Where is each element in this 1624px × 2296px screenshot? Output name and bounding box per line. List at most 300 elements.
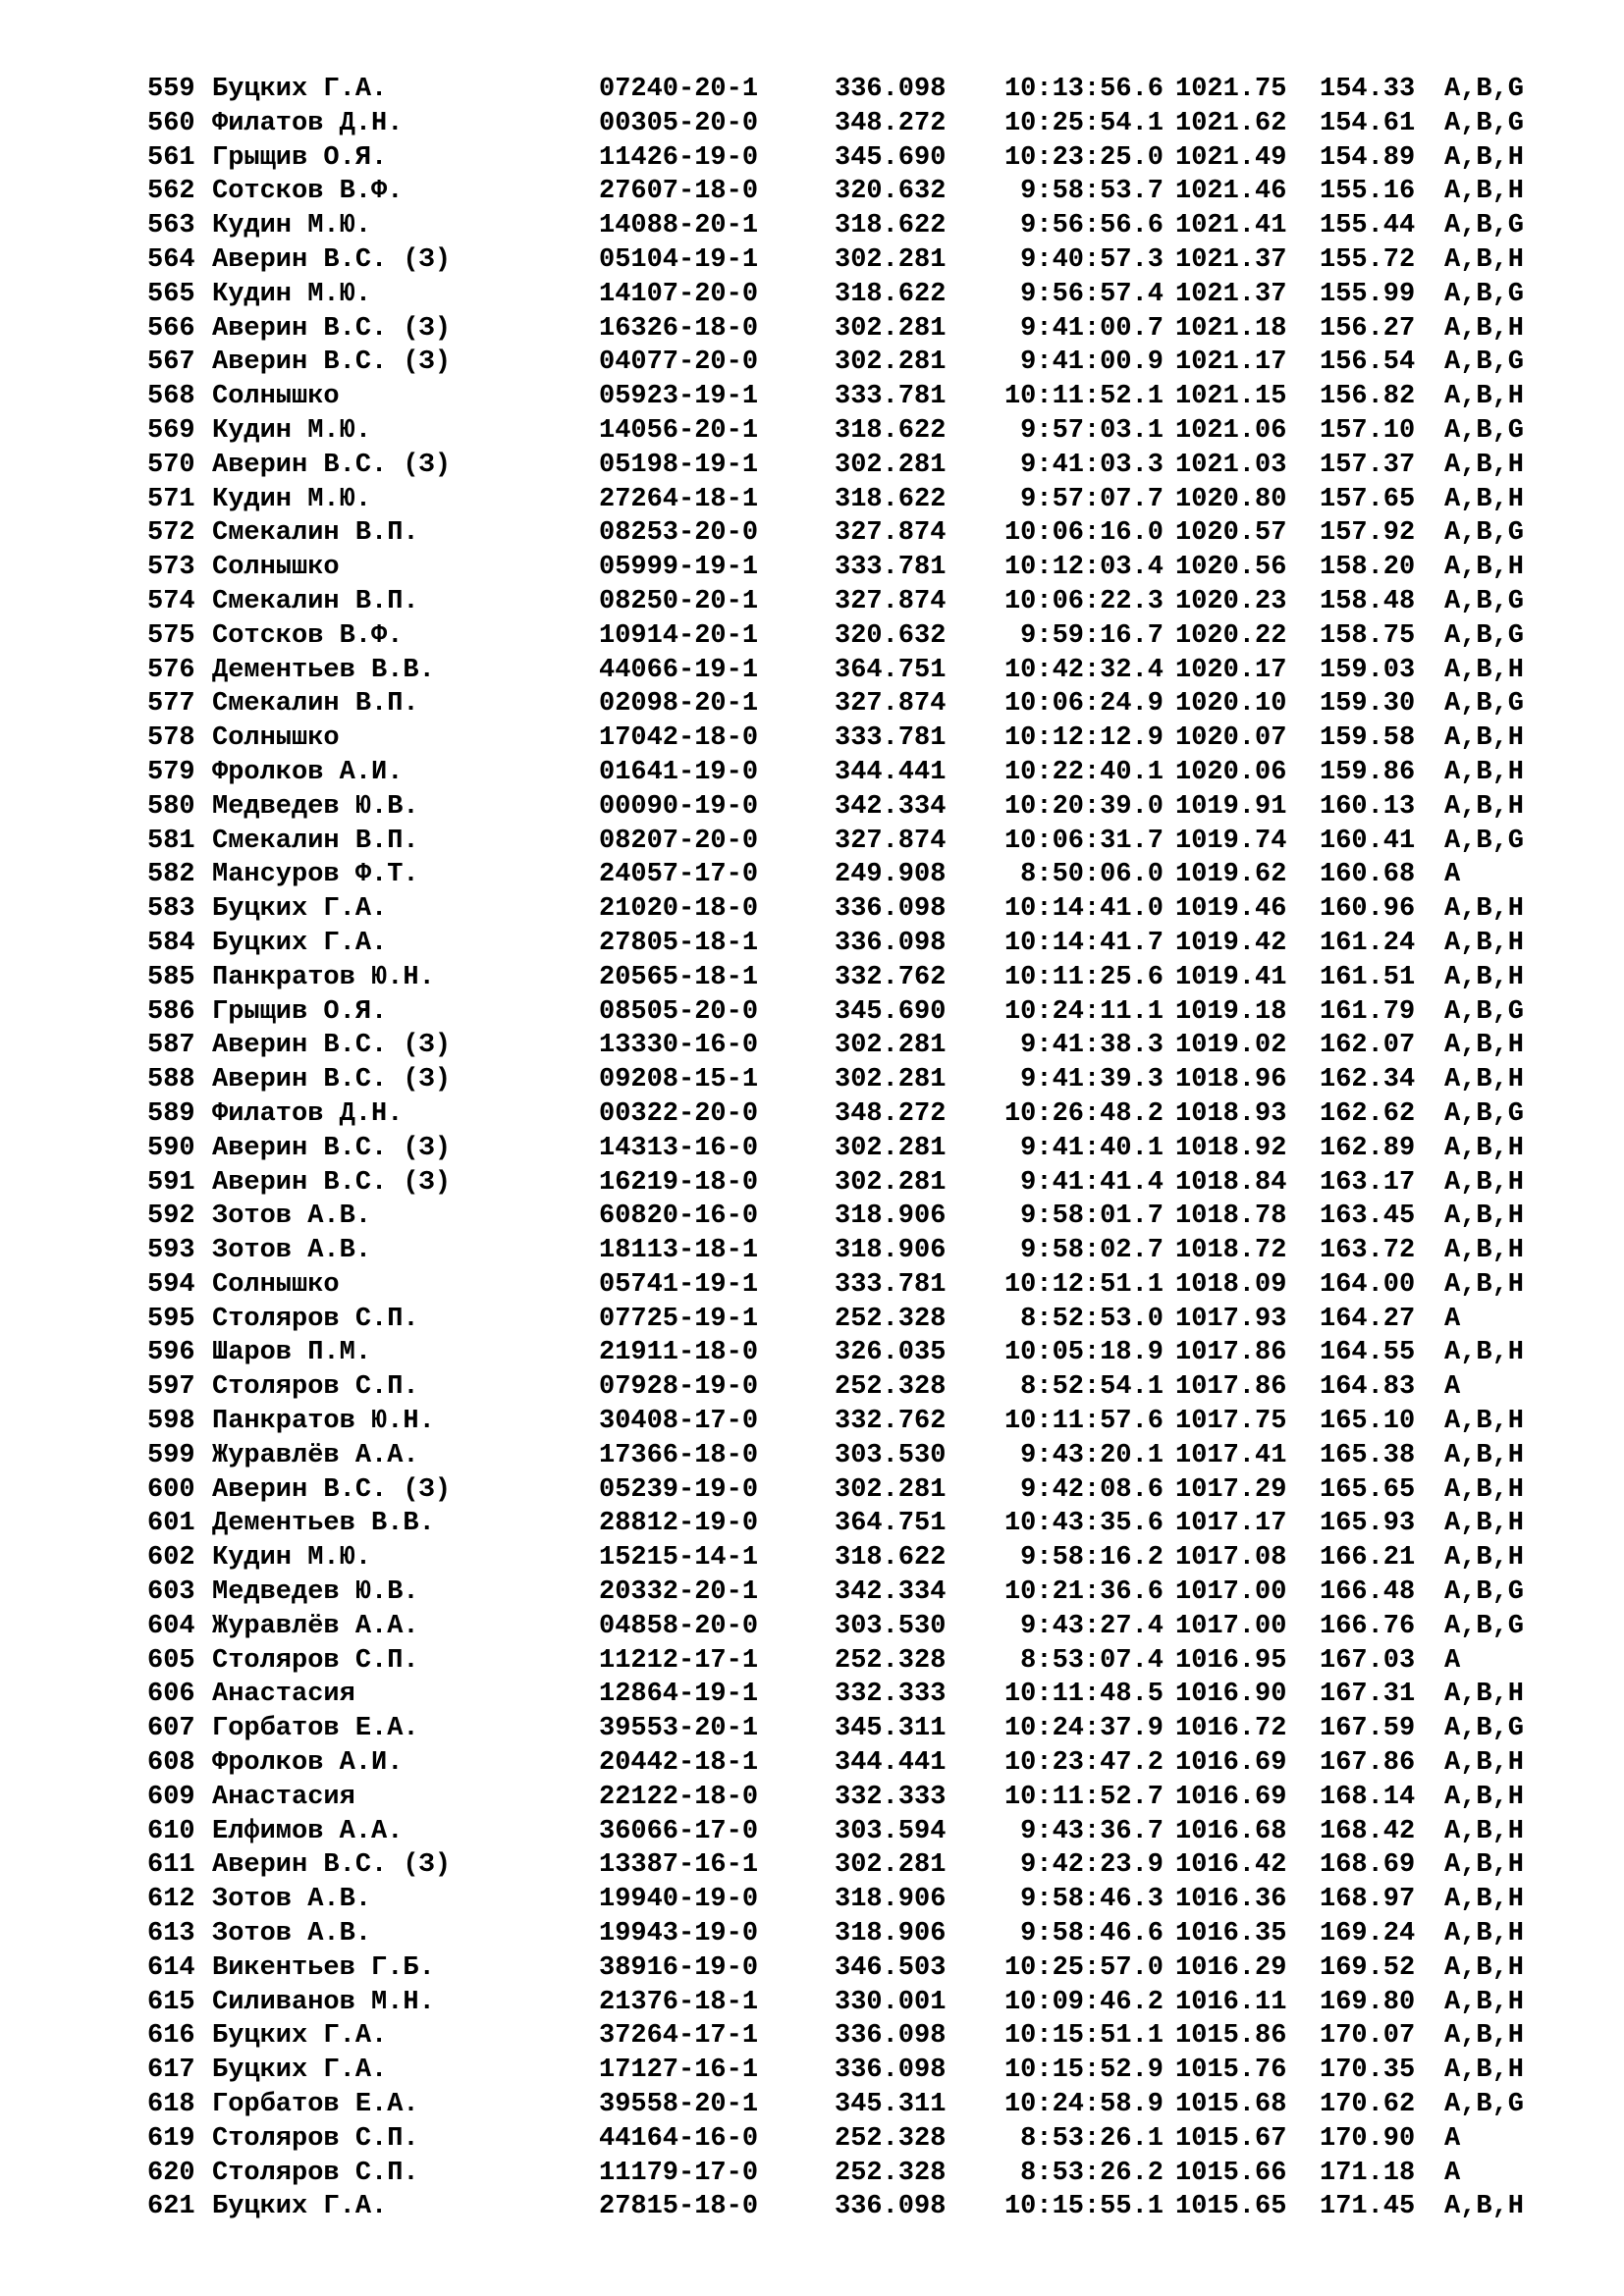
row-b: 170.62 (1320, 2090, 1416, 2120)
row-code: 30408-17-0 (599, 1407, 759, 1437)
row-time: 8:50:06.0 (1020, 860, 1164, 890)
row-b: 168.14 (1320, 1782, 1416, 1812)
row-flags: A,B,G (1444, 996, 1525, 1027)
row-flags: A,B,H (1444, 1509, 1525, 1539)
row-time: 9:43:27.4 (1020, 1611, 1164, 1641)
row-value: 327.874 (835, 518, 947, 549)
row-value: 346.503 (835, 1952, 947, 1983)
row-a: 1021.75 (1175, 75, 1287, 104)
row-b: 157.65 (1320, 484, 1416, 514)
row-b: 171.18 (1320, 2158, 1416, 2188)
row-a: 1016.69 (1175, 1782, 1287, 1812)
row-a: 1016.90 (1175, 1680, 1287, 1710)
row-code: 20332-20-1 (599, 1577, 759, 1608)
row-code: 07725-19-1 (599, 1304, 759, 1334)
row-b: 155.44 (1320, 211, 1416, 241)
row-time: 10:06:31.7 (1003, 826, 1164, 856)
row-time: 8:52:53.0 (1020, 1304, 1164, 1334)
row-flags: A,B,G (1444, 1098, 1525, 1129)
row-name: Викентьев Г.Б. (212, 1952, 435, 1983)
row-value: 332.333 (835, 1782, 947, 1812)
row-flags: A,B,H (1444, 1201, 1525, 1232)
row-value: 252.328 (835, 1304, 947, 1334)
row-value: 364.751 (835, 1509, 947, 1539)
row-code: 11212-17-1 (599, 1645, 759, 1676)
row-number: 607 (147, 1714, 195, 1744)
row-b: 162.62 (1320, 1098, 1416, 1129)
row-name: Зотов А.В. (212, 1919, 372, 1949)
row-name: Солнышко (212, 553, 340, 583)
row-value: 330.001 (835, 1987, 947, 2017)
row-time: 9:41:39.3 (1020, 1065, 1164, 1095)
row-b: 161.24 (1320, 928, 1416, 958)
row-value: 320.632 (835, 620, 947, 651)
row-b: 169.24 (1320, 1919, 1416, 1949)
row-time: 8:53:26.1 (1020, 2123, 1164, 2154)
row-b: 163.17 (1320, 1167, 1416, 1198)
row-time: 10:42:32.4 (1003, 655, 1164, 685)
row-b: 157.37 (1320, 450, 1416, 480)
row-name: Аверин В.С. (З) (212, 1133, 452, 1163)
row-a: 1019.62 (1175, 860, 1287, 890)
row-number: 585 (147, 962, 195, 992)
row-value: 302.281 (835, 1474, 947, 1505)
row-time: 9:56:57.4 (1020, 279, 1164, 309)
row-a: 1016.11 (1175, 1987, 1287, 2017)
row-number: 612 (147, 1885, 195, 1915)
row-number: 561 (147, 142, 195, 173)
row-flags: A,B,H (1444, 1338, 1525, 1368)
row-flags: A,B,H (1444, 142, 1525, 173)
row-a: 1016.68 (1175, 1816, 1287, 1846)
row-time: 8:52:54.1 (1020, 1372, 1164, 1403)
row-value: 326.035 (835, 1338, 947, 1368)
row-flags: A,B,H (1444, 1236, 1525, 1266)
row-value: 336.098 (835, 2021, 947, 2052)
row-name: Столяров С.П. (212, 2123, 419, 2154)
row-b: 168.97 (1320, 1885, 1416, 1915)
row-code: 17366-18-0 (599, 1440, 759, 1470)
row-flags: A,B,G (1444, 689, 1525, 720)
row-value: 318.622 (835, 484, 947, 514)
row-time: 9:41:40.1 (1020, 1133, 1164, 1163)
row-b: 165.93 (1320, 1509, 1416, 1539)
row-value: 318.622 (835, 211, 947, 241)
row-number: 611 (147, 1850, 195, 1881)
row-time: 9:56:56.6 (1020, 211, 1164, 241)
row-flags: A,B,H (1444, 1440, 1525, 1470)
row-a: 1016.72 (1175, 1714, 1287, 1744)
row-code: 00305-20-0 (599, 108, 759, 138)
row-time: 10:14:41.7 (1003, 928, 1164, 958)
row-value: 318.906 (835, 1919, 947, 1949)
row-b: 164.55 (1320, 1338, 1416, 1368)
row-value: 320.632 (835, 177, 947, 207)
row-flags: A,B,G (1444, 347, 1525, 378)
row-number: 592 (147, 1201, 195, 1232)
row-b: 168.69 (1320, 1850, 1416, 1881)
row-code: 11426-19-0 (599, 142, 759, 173)
row-flags: A,B,H (1444, 2192, 1525, 2222)
row-time: 9:43:36.7 (1020, 1816, 1164, 1846)
row-b: 161.79 (1320, 996, 1416, 1027)
row-b: 160.96 (1320, 894, 1416, 925)
row-time: 9:41:41.4 (1020, 1167, 1164, 1198)
row-code: 19940-19-0 (599, 1885, 759, 1915)
row-flags: A,B,G (1444, 279, 1525, 309)
row-value: 333.781 (835, 1269, 947, 1300)
row-code: 05741-19-1 (599, 1269, 759, 1300)
row-value: 342.334 (835, 1577, 947, 1608)
row-a: 1020.10 (1175, 689, 1287, 720)
row-code: 28812-19-0 (599, 1509, 759, 1539)
row-number: 614 (147, 1952, 195, 1983)
row-a: 1018.96 (1175, 1065, 1287, 1095)
row-time: 10:23:47.2 (1003, 1748, 1164, 1779)
row-time: 9:40:57.3 (1020, 244, 1164, 275)
row-a: 1016.95 (1175, 1645, 1287, 1676)
row-number: 582 (147, 860, 195, 890)
row-b: 170.35 (1320, 2056, 1416, 2086)
row-code: 13330-16-0 (599, 1031, 759, 1061)
row-name: Кудин М.Ю. (212, 484, 372, 514)
row-number: 616 (147, 2021, 195, 2052)
row-value: 252.328 (835, 1372, 947, 1403)
row-name: Дементьев В.В. (212, 655, 435, 685)
row-name: Аверин В.С. (З) (212, 1850, 452, 1881)
row-value: 302.281 (835, 1031, 947, 1061)
row-flags: A,B,H (1444, 1269, 1525, 1300)
row-a: 1018.92 (1175, 1133, 1287, 1163)
row-number: 567 (147, 347, 195, 378)
row-value: 336.098 (835, 928, 947, 958)
row-time: 10:22:40.1 (1003, 757, 1164, 787)
row-a: 1017.08 (1175, 1543, 1287, 1574)
row-b: 156.27 (1320, 313, 1416, 344)
row-code: 14056-20-1 (599, 415, 759, 446)
row-flags: A,B,G (1444, 2090, 1525, 2120)
row-number: 578 (147, 723, 195, 754)
row-value: 302.281 (835, 244, 947, 275)
row-name: Зотов А.В. (212, 1236, 372, 1266)
row-name: Буцких Г.А. (212, 2056, 388, 2086)
row-code: 11179-17-0 (599, 2158, 759, 2188)
row-code: 08505-20-0 (599, 996, 759, 1027)
row-a: 1018.72 (1175, 1236, 1287, 1266)
row-code: 05999-19-1 (599, 553, 759, 583)
row-value: 332.762 (835, 1407, 947, 1437)
row-b: 164.27 (1320, 1304, 1416, 1334)
row-value: 249.908 (835, 860, 947, 890)
row-time: 9:58:02.7 (1020, 1236, 1164, 1266)
row-number: 620 (147, 2158, 195, 2188)
row-code: 09208-15-1 (599, 1065, 759, 1095)
row-flags: A,B,H (1444, 1543, 1525, 1574)
row-time: 9:41:38.3 (1020, 1031, 1164, 1061)
row-name: Филатов Д.Н. (212, 108, 404, 138)
row-number: 586 (147, 996, 195, 1027)
row-a: 1021.62 (1175, 108, 1287, 138)
row-b: 165.65 (1320, 1474, 1416, 1505)
row-b: 165.38 (1320, 1440, 1416, 1470)
row-number: 565 (147, 279, 195, 309)
row-a: 1020.80 (1175, 484, 1287, 514)
row-name: Кудин М.Ю. (212, 211, 372, 241)
row-name: Филатов Д.Н. (212, 1098, 404, 1129)
row-a: 1021.37 (1175, 279, 1287, 309)
row-a: 1019.74 (1175, 826, 1287, 856)
row-time: 8:53:07.4 (1020, 1645, 1164, 1676)
row-code: 36066-17-0 (599, 1816, 759, 1846)
row-number: 613 (147, 1919, 195, 1949)
row-b: 159.58 (1320, 723, 1416, 754)
row-flags: A,B,H (1444, 928, 1525, 958)
row-a: 1021.17 (1175, 347, 1287, 378)
row-b: 155.16 (1320, 177, 1416, 207)
row-value: 318.906 (835, 1201, 947, 1232)
row-flags: A,B,H (1444, 1167, 1525, 1198)
row-b: 170.90 (1320, 2123, 1416, 2154)
row-flags: A,B,H (1444, 1407, 1525, 1437)
row-time: 10:11:57.6 (1003, 1407, 1164, 1437)
row-value: 344.441 (835, 757, 947, 787)
row-code: 14088-20-1 (599, 211, 759, 241)
row-time: 10:25:57.0 (1003, 1952, 1164, 1983)
row-time: 9:58:46.3 (1020, 1885, 1164, 1915)
row-time: 8:53:26.2 (1020, 2158, 1164, 2188)
row-a: 1015.76 (1175, 2056, 1287, 2086)
row-flags: A,B,H (1444, 177, 1525, 207)
row-time: 9:41:00.7 (1020, 313, 1164, 344)
row-number: 609 (147, 1782, 195, 1812)
row-a: 1020.06 (1175, 757, 1287, 787)
row-b: 167.59 (1320, 1714, 1416, 1744)
row-value: 252.328 (835, 2158, 947, 2188)
row-time: 10:23:25.0 (1003, 142, 1164, 173)
row-value: 332.333 (835, 1680, 947, 1710)
row-number: 590 (147, 1133, 195, 1163)
row-code: 12864-19-1 (599, 1680, 759, 1710)
row-name: Грыщив О.Я. (212, 996, 388, 1027)
row-name: Грыщив О.Я. (212, 142, 388, 173)
row-code: 18113-18-1 (599, 1236, 759, 1266)
row-name: Журавлёв А.А. (212, 1611, 419, 1641)
row-name: Аверин В.С. (З) (212, 313, 452, 344)
row-b: 155.72 (1320, 244, 1416, 275)
row-name: Елфимов А.А. (212, 1816, 404, 1846)
row-code: 05923-19-1 (599, 382, 759, 412)
row-name: Столяров С.П. (212, 1304, 419, 1334)
row-code: 16219-18-0 (599, 1167, 759, 1198)
row-time: 10:15:51.1 (1003, 2021, 1164, 2052)
row-name: Аверин В.С. (З) (212, 347, 452, 378)
row-flags: A,B,H (1444, 1133, 1525, 1163)
row-flags: A,B,H (1444, 382, 1525, 412)
row-a: 1017.75 (1175, 1407, 1287, 1437)
row-code: 17127-16-1 (599, 2056, 759, 2086)
row-name: Зотов А.В. (212, 1885, 372, 1915)
row-a: 1021.15 (1175, 382, 1287, 412)
row-name: Мансуров Ф.Т. (212, 860, 419, 890)
row-number: 562 (147, 177, 195, 207)
row-value: 302.281 (835, 1133, 947, 1163)
row-name: Буцких Г.А. (212, 75, 388, 104)
row-time: 10:13:56.6 (1003, 75, 1164, 104)
row-code: 17042-18-0 (599, 723, 759, 754)
row-b: 170.07 (1320, 2021, 1416, 2052)
row-flags: A,B,H (1444, 484, 1525, 514)
row-code: 14107-20-0 (599, 279, 759, 309)
row-number: 588 (147, 1065, 195, 1095)
row-a: 1017.29 (1175, 1474, 1287, 1505)
row-time: 10:21:36.6 (1003, 1577, 1164, 1608)
row-name: Аверин В.С. (З) (212, 1065, 452, 1095)
row-flags: A,B,H (1444, 1885, 1525, 1915)
row-code: 21020-18-0 (599, 894, 759, 925)
row-code: 10914-20-1 (599, 620, 759, 651)
row-number: 606 (147, 1680, 195, 1710)
row-code: 60820-16-0 (599, 1201, 759, 1232)
row-number: 602 (147, 1543, 195, 1574)
row-a: 1015.67 (1175, 2123, 1287, 2154)
row-value: 342.334 (835, 791, 947, 822)
row-flags: A,B,H (1444, 1782, 1525, 1812)
row-a: 1016.69 (1175, 1748, 1287, 1779)
row-b: 156.82 (1320, 382, 1416, 412)
row-number: 597 (147, 1372, 195, 1403)
row-name: Зотов А.В. (212, 1201, 372, 1232)
row-value: 345.311 (835, 2090, 947, 2120)
row-value: 333.781 (835, 723, 947, 754)
row-flags: A,B,H (1444, 1987, 1525, 2017)
row-a: 1017.93 (1175, 1304, 1287, 1334)
row-time: 10:11:52.1 (1003, 382, 1164, 412)
row-code: 39558-20-1 (599, 2090, 759, 2120)
row-number: 571 (147, 484, 195, 514)
row-number: 596 (147, 1338, 195, 1368)
row-name: Столяров С.П. (212, 2158, 419, 2188)
row-a: 1016.35 (1175, 1919, 1287, 1949)
row-flags: A (1444, 2158, 1461, 2188)
row-time: 10:11:52.7 (1003, 1782, 1164, 1812)
row-time: 10:24:58.9 (1003, 2090, 1164, 2120)
row-code: 07928-19-0 (599, 1372, 759, 1403)
row-b: 159.03 (1320, 655, 1416, 685)
row-b: 154.89 (1320, 142, 1416, 173)
row-time: 10:09:46.2 (1003, 1987, 1164, 2017)
row-b: 154.33 (1320, 75, 1416, 104)
row-number: 583 (147, 894, 195, 925)
row-name: Дементьев В.В. (212, 1509, 435, 1539)
row-a: 1020.07 (1175, 723, 1287, 754)
row-number: 569 (147, 415, 195, 446)
row-flags: A (1444, 1304, 1461, 1334)
row-time: 9:42:23.9 (1020, 1850, 1164, 1881)
row-time: 9:42:08.6 (1020, 1474, 1164, 1505)
row-flags: A,B,G (1444, 211, 1525, 241)
row-flags: A,B,H (1444, 450, 1525, 480)
row-name: Сотсков В.Ф. (212, 620, 404, 651)
row-code: 21911-18-0 (599, 1338, 759, 1368)
row-number: 618 (147, 2090, 195, 2120)
row-code: 44164-16-0 (599, 2123, 759, 2154)
row-flags: A,B,H (1444, 1065, 1525, 1095)
row-name: Анастасия (212, 1680, 355, 1710)
row-code: 08250-20-1 (599, 586, 759, 616)
row-name: Аверин В.С. (З) (212, 1031, 452, 1061)
row-value: 336.098 (835, 75, 947, 104)
row-code: 27607-18-0 (599, 177, 759, 207)
row-time: 10:12:51.1 (1003, 1269, 1164, 1300)
row-code: 44066-19-1 (599, 655, 759, 685)
row-code: 27805-18-1 (599, 928, 759, 958)
row-flags: A (1444, 1372, 1461, 1403)
row-b: 165.10 (1320, 1407, 1416, 1437)
row-name: Шаров П.М. (212, 1338, 372, 1368)
row-number: 581 (147, 826, 195, 856)
row-time: 10:24:11.1 (1003, 996, 1164, 1027)
row-value: 303.530 (835, 1611, 947, 1641)
row-a: 1015.86 (1175, 2021, 1287, 2052)
row-a: 1021.18 (1175, 313, 1287, 344)
row-flags: A,B,H (1444, 1680, 1525, 1710)
row-flags: A,B,H (1444, 962, 1525, 992)
row-code: 07240-20-1 (599, 75, 759, 104)
row-a: 1018.09 (1175, 1269, 1287, 1300)
row-time: 9:41:03.3 (1020, 450, 1164, 480)
row-time: 10:06:22.3 (1003, 586, 1164, 616)
row-value: 303.594 (835, 1816, 947, 1846)
row-a: 1019.42 (1175, 928, 1287, 958)
row-name: Солнышко (212, 723, 340, 754)
row-b: 169.80 (1320, 1987, 1416, 2017)
row-name: Аверин В.С. (З) (212, 1167, 452, 1198)
row-a: 1015.68 (1175, 2090, 1287, 2120)
row-b: 160.13 (1320, 791, 1416, 822)
row-b: 163.45 (1320, 1201, 1416, 1232)
row-number: 584 (147, 928, 195, 958)
row-name: Кудин М.Ю. (212, 279, 372, 309)
row-time: 10:06:16.0 (1003, 518, 1164, 549)
row-value: 318.906 (835, 1236, 947, 1266)
row-value: 302.281 (835, 1850, 947, 1881)
row-b: 169.52 (1320, 1952, 1416, 1983)
row-code: 04077-20-0 (599, 347, 759, 378)
row-time: 10:11:25.6 (1003, 962, 1164, 992)
row-name: Горбатов Е.А. (212, 2090, 419, 2120)
row-value: 327.874 (835, 826, 947, 856)
row-code: 16326-18-0 (599, 313, 759, 344)
row-code: 19943-19-0 (599, 1919, 759, 1949)
row-b: 166.76 (1320, 1611, 1416, 1641)
row-code: 05198-19-1 (599, 450, 759, 480)
row-name: Кудин М.Ю. (212, 415, 372, 446)
row-name: Столяров С.П. (212, 1645, 419, 1676)
row-time: 10:12:03.4 (1003, 553, 1164, 583)
row-time: 10:06:24.9 (1003, 689, 1164, 720)
row-a: 1017.00 (1175, 1577, 1287, 1608)
row-name: Аверин В.С. (З) (212, 244, 452, 275)
row-value: 333.781 (835, 553, 947, 583)
row-b: 167.03 (1320, 1645, 1416, 1676)
row-a: 1019.46 (1175, 894, 1287, 925)
row-b: 157.92 (1320, 518, 1416, 549)
row-number: 600 (147, 1474, 195, 1505)
row-b: 155.99 (1320, 279, 1416, 309)
row-number: 610 (147, 1816, 195, 1846)
row-name: Аверин В.С. (З) (212, 450, 452, 480)
row-name: Смекалин В.П. (212, 586, 419, 616)
